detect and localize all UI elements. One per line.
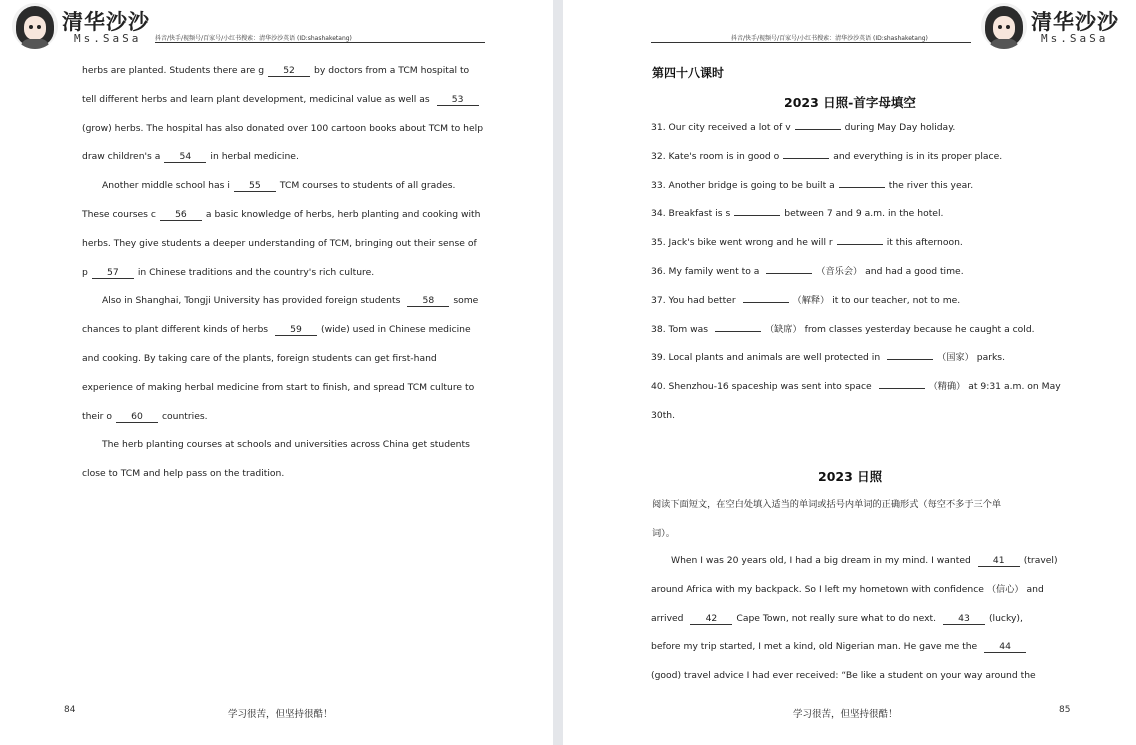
instruction-text: 阅读下面短文，在空白处填入适当的单词或括号内单词的正确形式（每空不多于三个单 — [652, 499, 1002, 510]
text-line — [651, 266, 964, 278]
line-text: herbs are planted. Students there are g — [82, 65, 265, 76]
text-line — [82, 238, 477, 250]
answer-blank[interactable] — [734, 215, 780, 216]
section-title-cloze: 2023 日照-首字母填空 — [784, 95, 916, 110]
text-line — [671, 555, 1058, 567]
line-text: draw children's a — [82, 151, 161, 163]
text-line — [651, 208, 943, 220]
answer-blank[interactable] — [879, 388, 925, 389]
text-line — [82, 123, 483, 135]
instruction-text: 词）。 — [652, 528, 675, 539]
mascot-avatar — [981, 3, 1027, 49]
page-gutter — [553, 0, 563, 745]
brand-logo: 清华沙沙 — [62, 10, 150, 34]
answer-blank[interactable] — [743, 302, 789, 303]
line-text: 38. Tom was — [651, 323, 711, 335]
answer-blank[interactable]: 52 — [268, 65, 310, 77]
text-line — [651, 237, 963, 249]
text-line — [651, 180, 973, 192]
line-text: 31. Our city received a lot of v — [651, 122, 791, 133]
answer-blank[interactable]: 53 — [437, 94, 479, 106]
answer-blank[interactable]: 60 — [116, 411, 158, 423]
line-text: 40. Shenzhou-16 spaceship was sent into space — [651, 381, 875, 393]
lesson-heading: 第四十八课时 — [652, 66, 725, 80]
line-text: （音乐会） and had a good time. — [816, 266, 964, 277]
right-page — [563, 0, 1136, 745]
line-text: 32. Kate's room is in good o — [651, 150, 780, 162]
answer-blank[interactable] — [766, 273, 812, 274]
brand-subtitle: Ms.SaSa — [74, 32, 142, 45]
line-text: (wide) used in Chinese medicine — [321, 324, 471, 336]
header-rule — [651, 42, 971, 43]
text-line — [102, 295, 478, 307]
line-text: （缺席） from classes yesterday because he caught a cold. — [764, 323, 1035, 335]
text-line — [651, 122, 955, 134]
answer-blank[interactable]: 58 — [407, 295, 449, 307]
text-line — [651, 410, 675, 422]
line-text: chances to plant different kinds of herbs — [82, 324, 271, 336]
text-line — [651, 670, 1036, 682]
answer-blank[interactable]: 43 — [943, 613, 985, 625]
page-number: 84 — [64, 705, 76, 715]
line-text: tell different herbs and learn plant development, medicinal value as well as — [82, 93, 433, 105]
text-line — [82, 382, 474, 394]
text-line — [651, 641, 1030, 653]
text-line — [102, 180, 455, 192]
line-text: close to TCM and help pass on the tradition. — [82, 468, 285, 480]
line-text: in herbal medicine. — [210, 151, 299, 163]
section-title-passage: 2023 日照 — [818, 469, 883, 484]
text-line — [651, 352, 1005, 364]
header-slogan: 抖音/快手/视频号/百家号/小红书搜索：清华沙沙英语 (ID:shashaketang) — [155, 35, 352, 42]
line-text: the river this year. — [888, 179, 974, 191]
answer-blank[interactable] — [783, 158, 829, 159]
line-text: during May Day holiday. — [844, 122, 956, 133]
brand-logo: 清华沙沙 — [1031, 10, 1119, 34]
line-text: it this afternoon. — [886, 237, 963, 249]
line-text: Also in Shanghai, Tongji University has provided foreign students — [102, 295, 404, 307]
line-text: (travel) — [1023, 555, 1058, 566]
line-text: (lucky), — [988, 612, 1023, 624]
text-line — [82, 324, 471, 336]
line-text: and cooking. By taking care of the plants, foreign students can get first-hand — [82, 353, 437, 364]
answer-blank[interactable]: 56 — [160, 209, 202, 221]
answer-blank[interactable]: 55 — [234, 180, 276, 192]
line-text: 36. My family went to a — [651, 266, 763, 277]
line-text: (good) travel advice I had ever received: “Be like a student on your way around the — [651, 670, 1036, 682]
text-line — [82, 209, 480, 221]
answer-blank[interactable] — [795, 129, 841, 130]
page-number: 85 — [1059, 705, 1071, 715]
line-text: 35. Jack's bike went wrong and he will r — [651, 237, 833, 249]
line-text: around Africa with my backpack. So I left my hometown with confidence （信心） and — [651, 583, 1044, 595]
header-slogan: 抖音/快手/视频号/百家号/小红书搜索：清华沙沙英语 (ID:shashaketang) — [731, 35, 928, 42]
line-text: 37. You had better — [651, 294, 739, 306]
text-line — [651, 381, 1061, 393]
line-text: 34. Breakfast is s — [651, 208, 731, 220]
line-text: （解释） it to our teacher, not to me. — [792, 294, 961, 306]
line-text: their o — [82, 410, 112, 422]
answer-blank[interactable] — [715, 331, 761, 332]
text-line — [651, 295, 960, 307]
text-line — [651, 324, 1035, 336]
header-rule — [155, 42, 485, 43]
line-text: some — [453, 295, 479, 307]
text-line — [82, 411, 208, 423]
text-line — [82, 267, 374, 279]
text-line — [82, 468, 284, 480]
line-text: Cape Town, not really sure what to do next. — [736, 612, 939, 624]
answer-blank[interactable]: 59 — [275, 324, 317, 336]
line-text: countries. — [161, 410, 208, 422]
line-text: （精确） at 9:31 a.m. on May — [928, 381, 1061, 393]
text-line — [82, 353, 437, 365]
line-text: Another middle school has i — [102, 180, 230, 192]
footer-motto: 学习很苦，但坚持很酷！ — [228, 709, 333, 720]
text-line — [651, 613, 1023, 625]
text-line — [651, 584, 1044, 596]
line-text: herbs. They give students a deeper understanding of TCM, bringing out their sense of — [82, 237, 477, 249]
footer-motto: 学习很苦，但坚持很酷！ — [793, 709, 898, 720]
answer-blank[interactable] — [837, 244, 883, 245]
line-text: in Chinese traditions and the country's rich culture. — [137, 266, 375, 278]
mascot-avatar — [12, 3, 58, 49]
line-text: p — [82, 266, 88, 278]
answer-blank[interactable]: 57 — [92, 267, 134, 279]
answer-blank[interactable]: 44 — [984, 641, 1026, 653]
line-text: before my trip started, I met a kind, old Nigerian man. He gave me the — [651, 641, 981, 653]
line-text: TCM courses to students of all grades. — [279, 180, 456, 192]
text-line — [651, 151, 1002, 163]
answer-blank[interactable]: 42 — [690, 613, 732, 625]
line-text: 33. Another bridge is going to be built a — [651, 179, 835, 191]
left-page — [0, 0, 553, 745]
line-text: (grow) herbs. The hospital has also donated over 100 cartoon books about TCM to help — [82, 122, 484, 134]
line-text: （国家） parks. — [937, 352, 1006, 364]
text-line — [82, 65, 469, 77]
line-text: When I was 20 years old, I had a big dream in my mind. I wanted — [671, 555, 974, 566]
answer-blank[interactable]: 41 — [978, 555, 1020, 567]
line-text: arrived — [651, 612, 687, 624]
answer-blank[interactable]: 54 — [164, 151, 206, 163]
line-text: and everything is in its proper place. — [833, 150, 1003, 162]
text-line — [82, 151, 299, 163]
text-line — [82, 94, 483, 106]
line-text: 39. Local plants and animals are well protected in — [651, 352, 884, 364]
line-text: experience of making herbal medicine from start to finish, and spread TCM culture to — [82, 381, 475, 393]
answer-blank[interactable] — [887, 359, 933, 360]
answer-blank[interactable] — [839, 187, 885, 188]
line-text: a basic knowledge of herbs, herb planting and cooking with — [205, 209, 481, 220]
line-text: These courses c — [82, 209, 156, 220]
brand-subtitle: Ms.SaSa — [1041, 32, 1109, 45]
line-text: by doctors from a TCM hospital to — [314, 65, 470, 76]
line-text: 30th. — [651, 410, 676, 421]
line-text: The herb planting courses at schools and universities across China get students — [102, 439, 470, 451]
text-line — [102, 439, 470, 451]
line-text: between 7 and 9 a.m. in the hotel. — [784, 208, 944, 220]
